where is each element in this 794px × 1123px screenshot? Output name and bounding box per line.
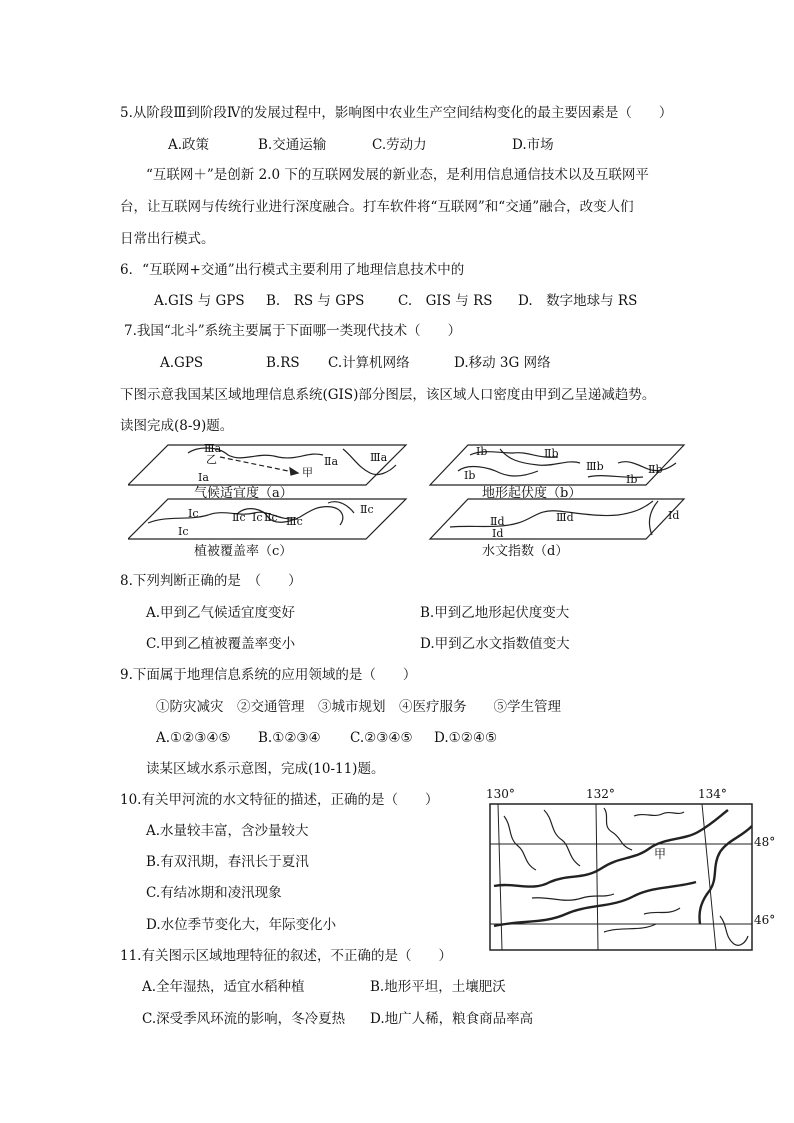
q11-option-a: A.全年湿热，适宜水稻种植: [142, 979, 305, 995]
q8-option-b: B.甲到乙地形起伏度变大: [420, 605, 570, 621]
lon-label-134: 134°: [698, 787, 727, 801]
q11-stem: 11.有关图示区域地理特征的叙述，不正确的是（ ）: [120, 948, 452, 964]
layer-c-label: Ⅱc: [264, 511, 278, 524]
river-lower: [494, 882, 696, 926]
q10-option-c: C.有结冰期和凌汛现象: [146, 885, 282, 901]
q11-option-c: C.深受季风环流的影响，冬冷夏热: [142, 1011, 346, 1027]
meridian-130: [498, 804, 502, 950]
q9-stem: 9.下面属于地理信息系统的应用领域的是（ ）: [120, 667, 417, 683]
layer-a-arrow: [220, 457, 298, 473]
river-main: [494, 810, 728, 887]
river-system-map: [484, 786, 784, 956]
q5-option-c: C.劳动力: [372, 137, 427, 153]
layer-c-label: Ⅲc: [286, 515, 303, 528]
intro2-line1: 下图示意我国某区域地理信息系统(GIS)部分图层，该区域人口密度由甲到乙呈递减趋势。: [120, 387, 656, 403]
map-frame: [490, 804, 752, 950]
layer-b-caption: 地形起伏度（b）: [482, 486, 582, 501]
river-label-jia: 甲: [654, 847, 667, 861]
q9-option-d: D.①②④⑤: [434, 730, 498, 746]
intro1-line2: 台，让互联网与传统行业进行深度融合。打车软件将“互联网”和“交通”融合，改变人们: [120, 199, 634, 215]
lon-label-132: 132°: [586, 787, 615, 801]
layer-a-plane: [128, 445, 406, 485]
layer-b-label: Ⅱb: [544, 447, 559, 460]
layer-d-label: Ⅰd: [668, 509, 680, 522]
q7-option-a: A.GPS: [160, 355, 204, 371]
layer-c-label: Ⅰc: [252, 511, 263, 524]
layer-a-label: Ⅰa: [198, 471, 209, 484]
q7-stem: 7.我国“北斗”系统主要属于下面哪一类现代技术（ ）: [124, 323, 462, 339]
layer-c-label: Ⅱc: [360, 503, 374, 516]
layer-a-label: 甲: [302, 466, 313, 479]
layer-c-label: Ⅰc: [178, 525, 189, 538]
layer-d-boundary: [450, 501, 653, 527]
q5-stem: 5.从阶段Ⅲ到阶段Ⅳ的发展过程中，影响图中农业生产空间结构变化的最主要因素是（ ）: [120, 105, 673, 121]
q8-option-c: C.甲到乙植被覆盖率变小: [146, 636, 296, 652]
layer-a-label: Ⅲa: [370, 451, 388, 464]
q8-option-d: D.甲到乙水文指数值变大: [420, 636, 570, 652]
layer-c-caption: 植被覆盖率（c）: [194, 544, 293, 559]
layer-d-label: Ⅲd: [556, 511, 574, 524]
q10-option-d: D.水位季节变化大，年际变化小: [146, 917, 337, 933]
q7-option-d: D.移动 3G 网络: [454, 355, 551, 371]
layer-b-label: Ⅰb: [476, 445, 488, 458]
layer-b-label: Ⅰb: [626, 473, 638, 486]
layer-d-label: Ⅱd: [490, 515, 505, 528]
layer-c-label: Ⅱc: [232, 511, 246, 524]
q11-option-d: D.地广人稀，粮食商品率高: [370, 1011, 534, 1027]
lon-label-130: 130°: [486, 787, 515, 801]
q6-option-c: C. GIS 与 RS: [398, 293, 493, 309]
layer-a-label: Ⅱa: [324, 455, 339, 468]
q5-option-a: A.政策: [168, 137, 210, 153]
layer-d-label: Ⅰd: [492, 527, 504, 540]
meridian-132: [596, 804, 598, 950]
intro3: 读某区域水系示意图，完成(10-11)题。: [146, 761, 385, 777]
lat-label-46: 46°: [754, 913, 776, 927]
q6-option-d: D. 数字地球与 RS: [518, 293, 638, 309]
q10-option-b: B.有双汛期，春汛长于夏汛: [146, 854, 309, 870]
gis-layers-figure: [128, 443, 688, 563]
q9-option-c: C.②③④⑤: [350, 730, 413, 746]
intro1-line3: 日常出行模式。: [120, 231, 215, 247]
layer-a-label: Ⅲa: [204, 443, 222, 455]
q10-option-a: A.水量较丰富，含沙量较大: [146, 823, 309, 839]
intro1-line1: “互联网＋”是创新 2.0 下的互联网发展的新业态，是利用信息通信技术以及互联网平: [146, 167, 649, 183]
q8-option-a: A.甲到乙气候适宜度变好: [146, 605, 296, 621]
q10-stem: 10.有关甲河流的水文特征的描述，正确的是（ ）: [120, 792, 439, 808]
layer-a-label: 乙: [206, 453, 217, 466]
q9-option-a: A.①②③④⑤: [156, 730, 231, 746]
q8-stem: 8.下列判断正确的是 （ ）: [120, 573, 302, 589]
q6-option-b: B. RS 与 GPS: [266, 293, 365, 309]
q7-option-c: C.计算机网络: [328, 355, 410, 371]
q6-option-a: A.GIS 与 GPS: [154, 293, 245, 309]
layer-c-label: Ⅰc: [188, 507, 199, 520]
layer-b-label: Ⅲb: [586, 460, 604, 473]
intro2-line2: 读图完成(8-9)题。: [120, 418, 234, 434]
layer-a-caption: 气候适宜度（a）: [194, 486, 293, 501]
q5-option-b: B.交通运输: [258, 137, 327, 153]
layer-d-caption: 水文指数（d）: [482, 544, 569, 559]
q9-option-b: B.①②③④: [258, 730, 321, 746]
q9-items: ①防灾减灾 ②交通管理 ③城市规划 ④医疗服务 ⑤学生管理: [156, 699, 561, 715]
q6-stem: 6．“互联网+交通”出行模式主要利用了地理信息技术中的: [120, 262, 465, 278]
river-jia: [699, 826, 752, 924]
q11-option-b: B.地形平坦，土壤肥沃: [370, 979, 506, 995]
lat-label-48: 48°: [754, 835, 776, 849]
q5-option-d: D.市场: [512, 137, 554, 153]
layer-b-label: Ⅱb: [648, 463, 663, 476]
q7-option-b: B.RS: [266, 355, 300, 371]
layer-b-label: Ⅰb: [464, 469, 476, 482]
